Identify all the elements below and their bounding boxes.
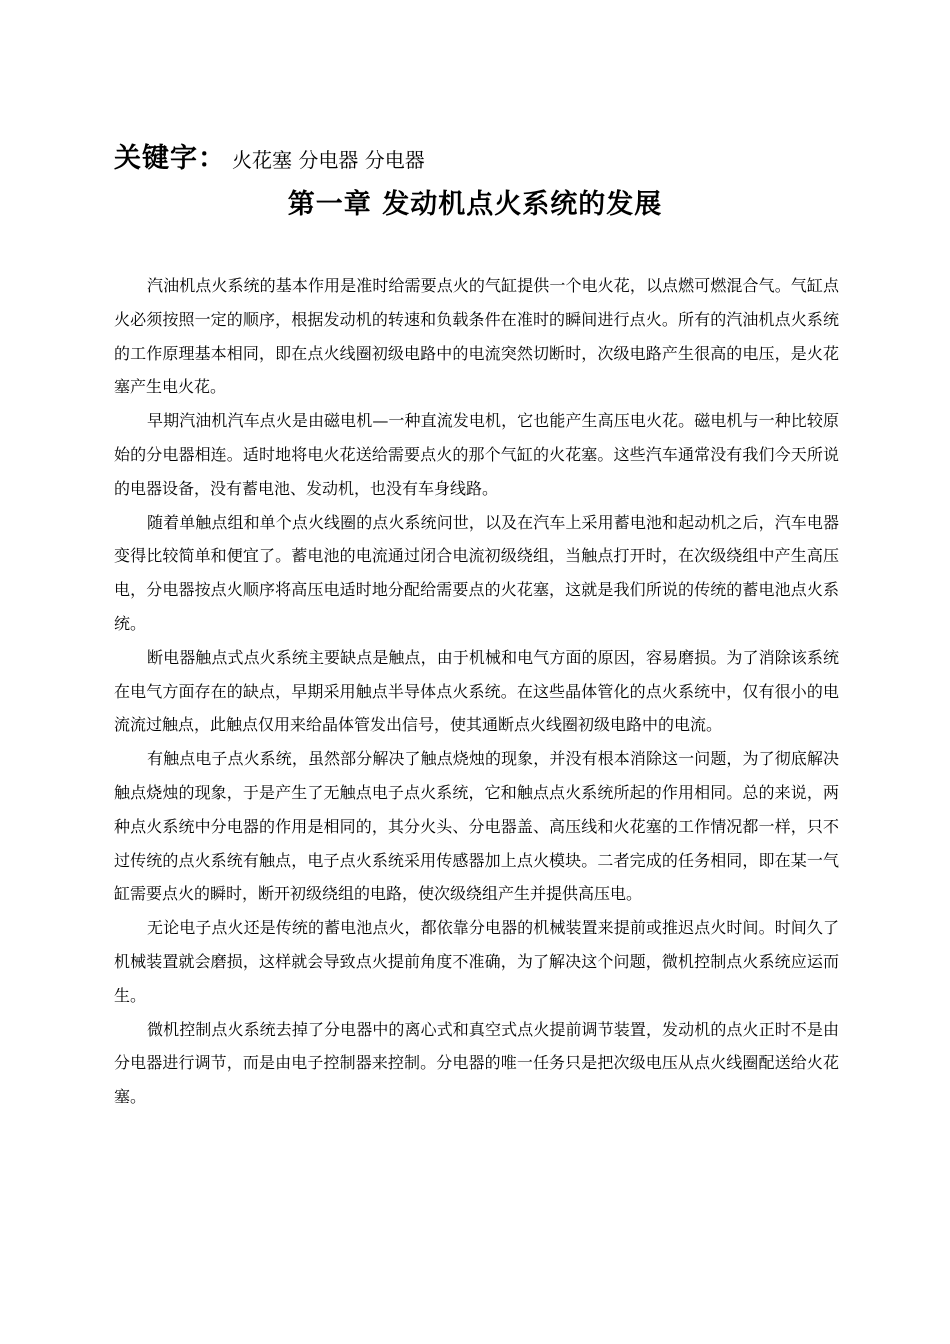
- paragraph-5: 有触点电子点火系统，虽然部分解决了触点烧烛的现象，并没有根本消除这一问题，为了彻底解决触点烧烛的现象，于是产生了无触点电子点火系统，它和触点点火系统所起的作用相同。总的来说，两种点火系统中分电器的作用是相同的，其分火头、分电器盖、高压线和火花塞的工作情况都一样，只不过传统的点火系统有触点，电子点火系统采用传感器加上点火模块。二者完成的任务相同，即在某一气缸需要点火的瞬时，断开初级绕组的电路，使次级绕组产生并提供高压电。: [114, 749, 839, 904]
- paragraph-4: 断电器触点式点火系统主要缺点是触点，由于机械和电气方面的原因，容易磨损。为了消除该系统在电气方面存在的缺点，早期采用触点半导体点火系统。在这些晶体管化的点火系统中，仅有很小的电流流过触点，此触点仅用来给晶体管发出信号，使其通断点火线圈初级电路中的电流。: [114, 647, 839, 735]
- paragraph-3: 随着单触点组和单个点火线圈的点火系统问世，以及在汽车上采用蓄电池和起动机之后，汽车电器变得比较简单和便宜了。蓄电池的电流通过闭合电流初级绕组，当触点打开时，在次级绕组中产生高压电，分电器按点火顺序将高压电适时地分配给需要点的火花塞，这就是我们所说的传统的蓄电池点火系统。: [114, 512, 839, 633]
- paragraph-7: 微机控制点火系统去掉了分电器中的离心式和真空式点火提前调节装置，发动机的点火正时不是由分电器进行调节，而是由电子控制器来控制。分电器的唯一任务只是把次级电压从点火线圈配送给火花塞。: [114, 1019, 839, 1107]
- paragraph-2: 早期汽油机汽车点火是由磁电机—一种直流发电机，它也能产生高压电火花。磁电机与一种比较原始的分电器相连。适时地将电火花送给需要点火的那个气缸的火花塞。这些汽车通常没有我们今天所说的电器设备，没有蓄电池、发动机，也没有车身线路。: [114, 411, 839, 498]
- paragraph-6: 无论电子点火还是传统的蓄电池点火，都依靠分电器的机械装置来提前或推迟点火时间。时间久了机械装置就会磨损，这样就会导致点火提前角度不准确，为了解决这个问题，微机控制点火系统应运而生。: [114, 918, 839, 1005]
- keywords-label: 关键字：: [114, 143, 226, 174]
- paragraph-1: 汽油机点火系统的基本作用是准时给需要点火的气缸提供一个电火花，以点燃可燃混合气。气缸点火必须按照一定的顺序，根据发动机的转速和负载条件在准时的瞬间进行点火。所有的汽油机点火系统的工作原理基本相同，即在点火线圈初级电路中的电流突然切断时，次级电路产生很高的电压，是火花塞产生电火花。: [114, 276, 839, 397]
- body-text: [114, 269, 839, 1114]
- keywords-values: 火花塞 分电器 分电器: [232, 148, 425, 172]
- chapter-title: 第一章 发动机点火系统的发展: [287, 189, 663, 220]
- keywords-line: [114, 136, 844, 175]
